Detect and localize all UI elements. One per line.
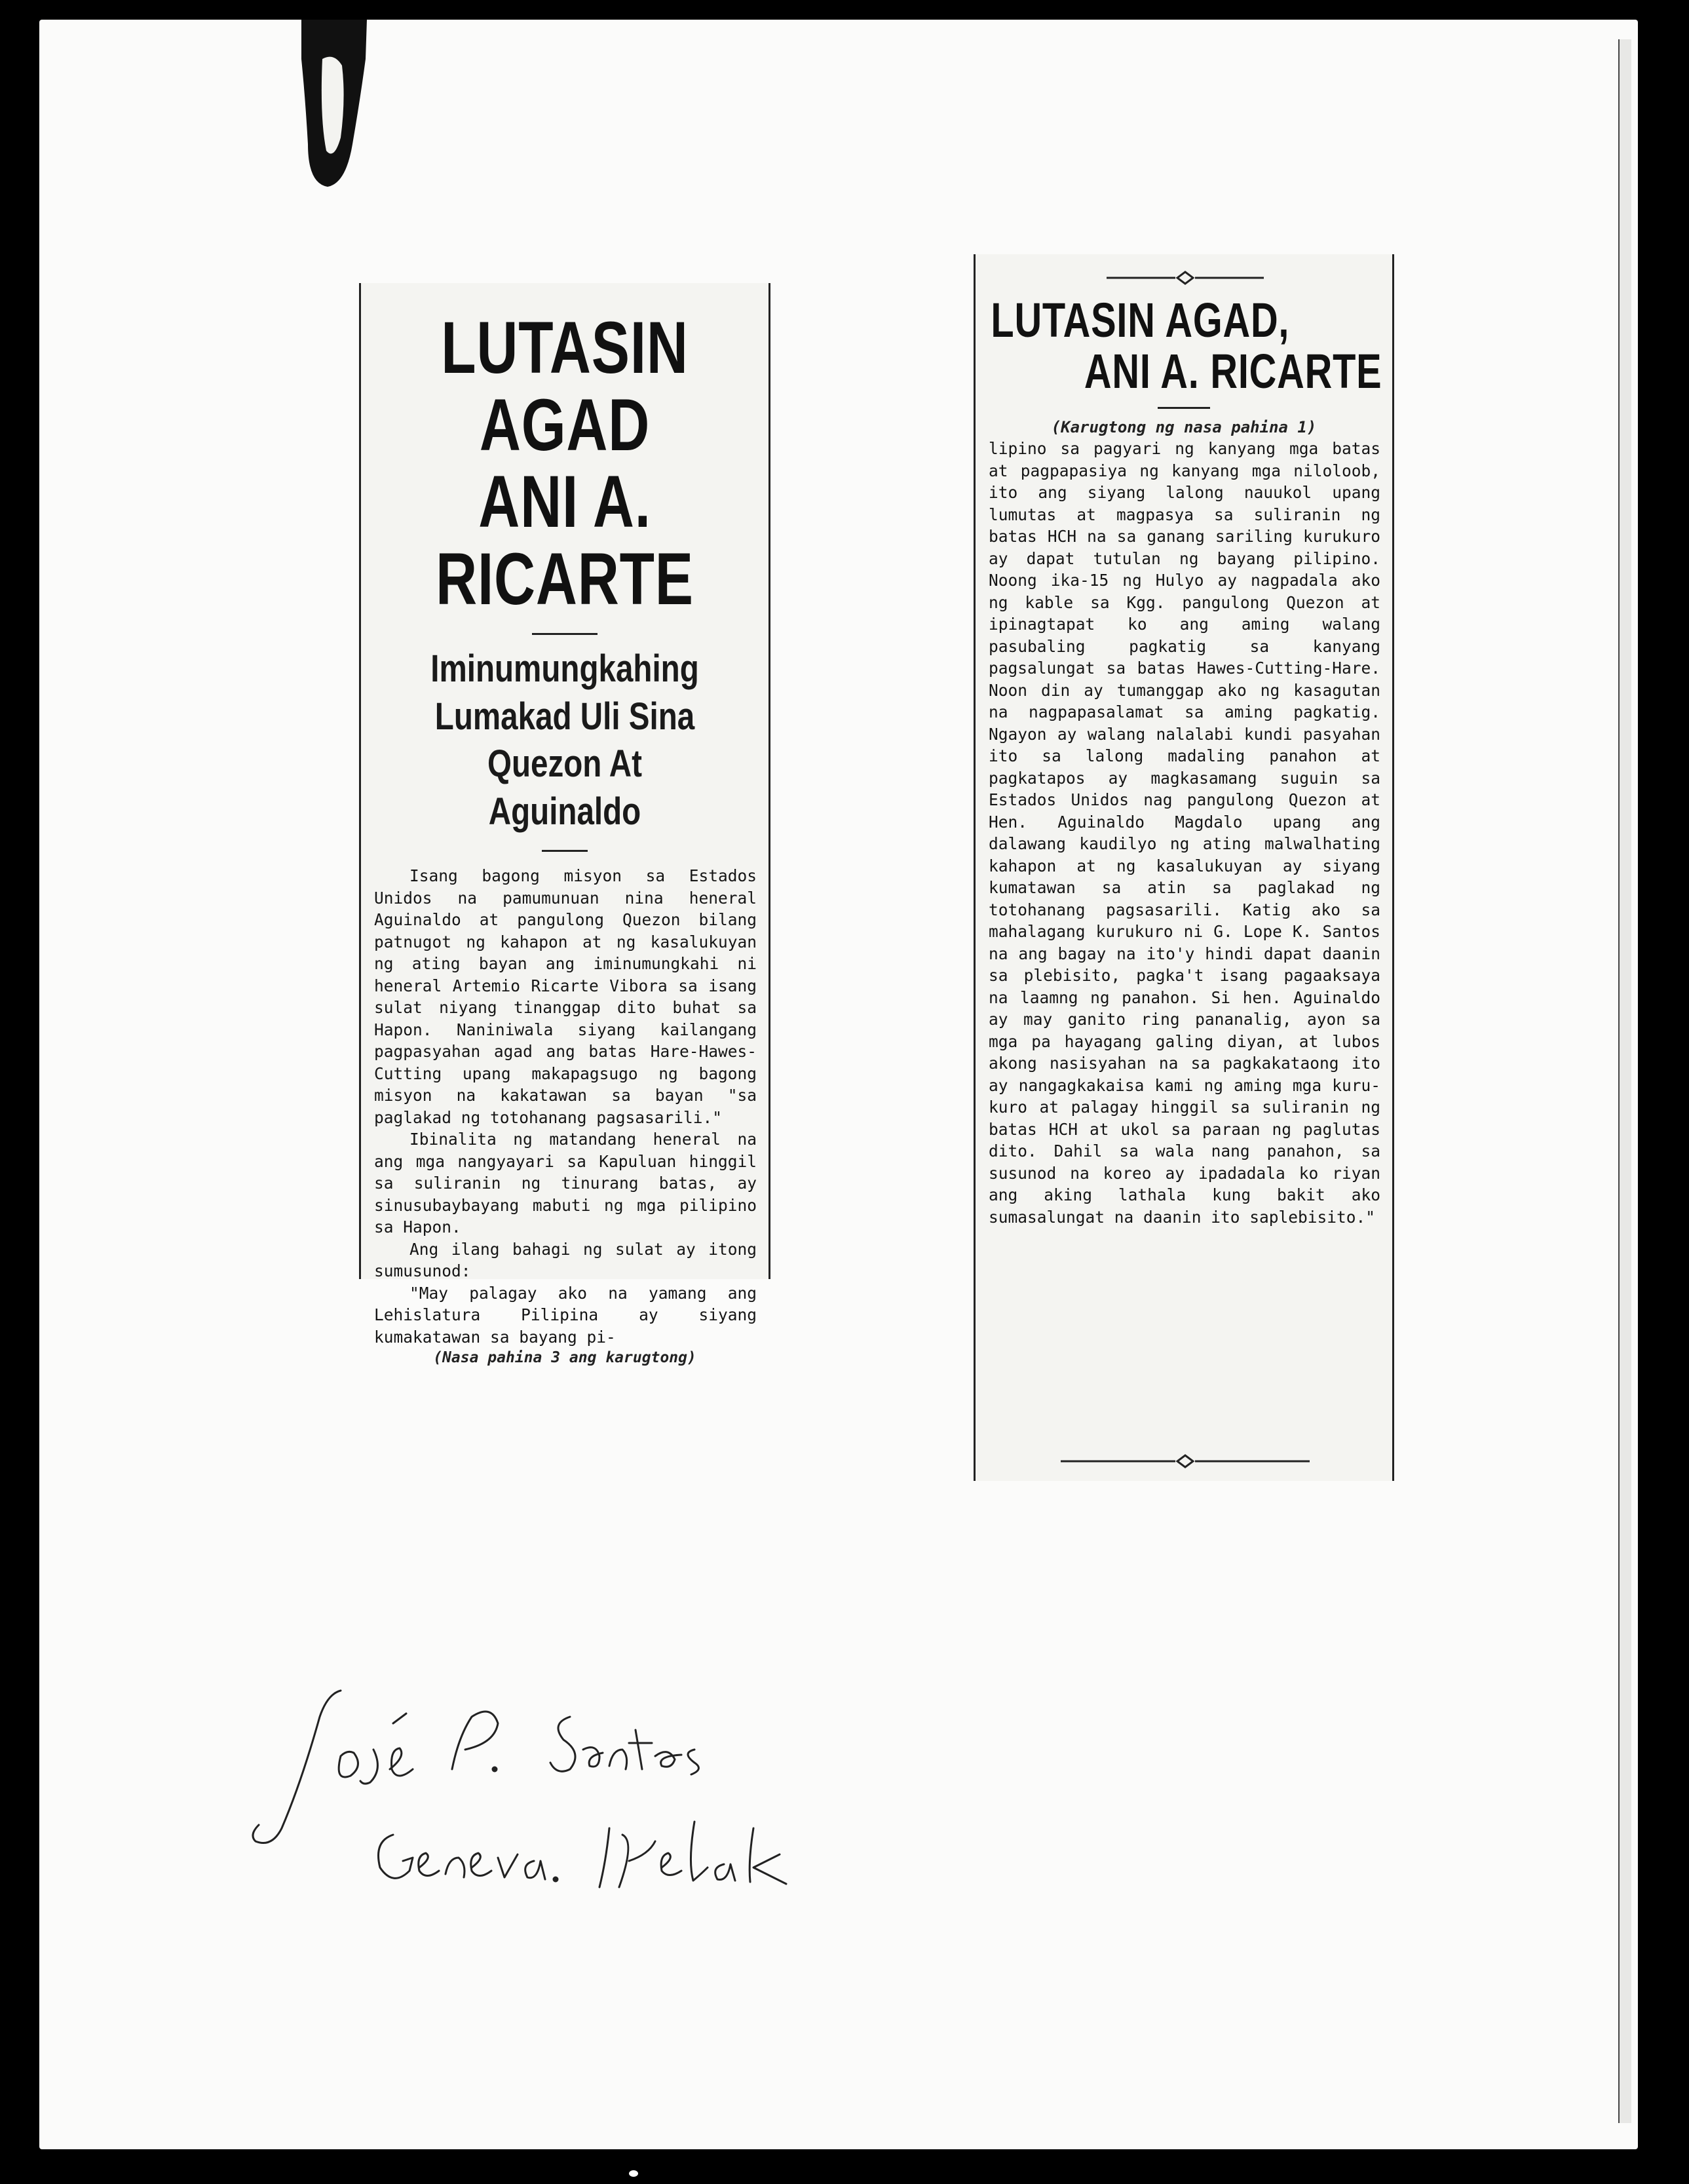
clipping-left	[359, 283, 770, 1367]
clipping-right	[974, 254, 1394, 1481]
handwritten-signature	[242, 1677, 832, 1926]
page-edge	[1618, 39, 1631, 2123]
paragraph: Ang ilang bahagi ng sulat ay itong sumusunod:	[374, 1239, 757, 1281]
headline-rule	[532, 633, 598, 635]
headline-left-line1: LUTASIN AGAD	[441, 307, 689, 466]
continuation-note: (Nasa pahina 3 ang karugtong)	[433, 1349, 696, 1367]
paragraph: Ibinalita ng matandang heneral na ang mga nangyayari sa Kapuluan hinggil sa suliranin ng tinurang batas, ay sinusubaybayang mabuti ng mga pilipino sa Hapon.	[374, 1130, 757, 1237]
subhead-rule	[542, 850, 588, 852]
headline-right-line1: LUTASIN AGAD,	[991, 293, 1290, 347]
paragraph: Isang bagong misyon sa Estados Unidos na pamumunuan nina heneral Aguinaldo at pangulong Quezon bilang patnugot ng kahapon at ng kasalukuyan ng ating bayan ang iminumungkahi ni heneral Artemio Ricarte Vibora sa isang sulat niyang tinanggap dito buhat sa Hapon. Naniniwala siyang kailangang pagpasyahan agad ang batas Hare-Hawes-Cutting upang makapagsugo ng bagong misyon na kakatawan sa bayan "sa paglakad ng totohanang pagsasarili."	[374, 866, 757, 1127]
article-body-right	[976, 436, 1392, 1228]
ornament-top-icon	[1107, 270, 1264, 286]
ornament-bottom-icon	[1061, 1453, 1310, 1469]
paragraph: lipino sa pagyari ng kanyang mga batas at pagpapasiya ng kanyang mga niloloob, ito ang siyang lalong nauukol upang lumutas at magpasya sa suliranin ng batas HCH na sa ganang sariling kurukuro ay dapat tutulan ng bayang pilipino. Noong ika-15 ng Hulyo ay nagpadala ako ng kable sa Kgg. pangulong Quezon at ipinagtapat ko ang aming walang pasubaling pagkatig sa kanyang pagsalungat sa batas Hawes-Cutting-Hare. Noon din ay tumanggap ako ng kasagutan na nagpapasalamat sa aming pagkatig. Ngayon ay walang nalalabi kundi pasyahan ito sa lalong madaling panahon at pagkatapos ay magkasamang suguin sa Estados Unidos nag pangulong Quezon at Hen. Aguinaldo Magdalo upang ang dalawang kaudilyo ng ating malwalhating kahapon at ng kasalukuyan ay siyang kumatawan sa atin sa paglakad ng totohanang pagsasarili. Katig ako sa mahalagang kurukuro ni G. Lope K. Santos na ang bagay na ito'y hindi dapat daanin sa plebisito, pagka't isang pagaaksaya na laamng ng panahon. Si hen. Aguinaldo ay may ganito ring pananalig, ayon sa mga pa hayagang galing diyan, at lubos akong nasisyahan na sa pagkakataong ito ay nangagkakaisa kami ng aming mga kuru-kuro at palagay hinggil sa suliranin ng batas HCH at ukol sa paraan ng paglutas dito. Dahil sa wala nang panahon, sa susunod na koreo ay ipadadala ko riyan ang aking lathala kung bakit ako sumasalungat na daanin ito saplebisito."	[989, 439, 1380, 1227]
subheadline-left: Iminumungkahing Lumakad Uli Sina Quezon At Aguinaldo	[430, 647, 699, 833]
headline-rule	[1158, 407, 1210, 409]
article-body-left	[361, 865, 769, 1348]
punch-mark	[629, 2170, 638, 2177]
burn-mark	[282, 20, 387, 190]
paragraph: "May palagay ako na yamang ang Lehislatura Pilipina ay siyang kumakatawan sa bayang pi-	[374, 1283, 757, 1347]
headline-right-line2: ANI A. RICARTE	[1084, 343, 1382, 398]
headline-left-line2: ANI A. RICARTE	[436, 461, 694, 620]
continued-from-note: (Karugtong ng nasa pahina 1)	[1051, 418, 1317, 437]
